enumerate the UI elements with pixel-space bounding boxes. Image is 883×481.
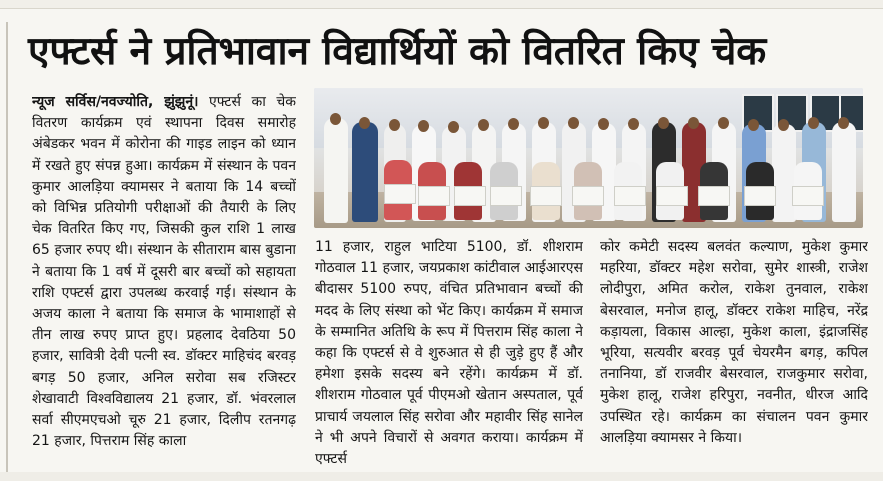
photo-head (688, 117, 699, 129)
photo-head (568, 117, 579, 129)
photo-cheque (698, 186, 730, 206)
photo-head (628, 118, 639, 130)
group-photo (314, 88, 863, 228)
photo-cheque (418, 186, 450, 206)
photo-head (598, 118, 609, 130)
photo-head (508, 118, 519, 130)
photo-head (389, 119, 400, 131)
photo-head (838, 117, 849, 129)
article-column-3 (600, 237, 868, 467)
photo-person (352, 122, 378, 222)
photo-head (658, 117, 669, 129)
photo-cheque (384, 184, 416, 204)
photo-cheque (454, 186, 486, 206)
photo-head (538, 117, 549, 129)
photo-head (778, 119, 789, 131)
photo-person (772, 124, 796, 222)
photo-cheque (792, 186, 824, 206)
photo-head (330, 113, 341, 125)
photo-cheque (572, 186, 604, 206)
article-column-2 (315, 237, 583, 467)
photo-head (418, 120, 429, 132)
cropped-previous-article-strip (0, 0, 883, 9)
article-text-column-3: कोर कमेटी सदस्य बलवंत कल्याण, मुकेश कुमार महरिया, डॉक्टर महेश सरोवा, सुमेर शास्त्री, राजेश लोदीपुरा, अमित करोल, राकेश तुनवाल, राकेश बेसरवाल, मनोज हालू, डॉक्टर राकेश माहिच, नरेंद्र कड़ायला, विकास आल्हा, मुकेश काला, इंद्राजसिंह भूरिया, सत्यवीर बरवड़ पूर्व चेयरमैन बगड़, कपिल तनानिया, डॉ राजवीर बेसरवाल, राजकुमार सरोवा, मुकेश हालू, राजेश हरिपुरा, नवनीत, धीरज आदि उपस्थित रहे। कार्यक्रम का संचालन पवन कुमार आलड़िया क्यामसर ने किया। (600, 239, 868, 446)
photo-cheque (656, 186, 688, 206)
column-rule (6, 22, 8, 472)
photo-cheque (530, 186, 562, 206)
photo-head (808, 117, 819, 129)
byline: न्यूज सर्विस/नवज्योति, झुंझुनूं। (32, 94, 199, 110)
photo-cheque (614, 186, 646, 206)
photo-cheque (490, 186, 522, 206)
photo-head (718, 117, 729, 129)
photo-head (478, 119, 489, 131)
photo-person (832, 122, 856, 222)
photo-head (359, 117, 370, 129)
photo-head (448, 121, 459, 133)
cropped-next-article-strip (0, 472, 883, 481)
photo-head (748, 119, 759, 131)
photo-person (324, 118, 348, 223)
article-column-1 (32, 92, 296, 467)
photo-cheque (744, 186, 776, 206)
article-text-column-2: 11 हजार, राहुल भाटिया 5100, डॉ. शीशराम गोठवाल 11 हजार, जयप्रकाश कांटीवाल आईआरएस बीदासर 5100 रुपए, वंचित प्रतिभावान बच्चों की मदद के लिए संस्था को भेंट किए। कार्यक्रम में समाज के सम्मानित अतिथि के रूप में पित्तराम सिंह काला ने कहा कि एफ्टर्स से वे शुरुआत से ही जुड़े हुए हैं और हमेशा इसके सदस्य बने रहेंगे। कार्यक्रम में डॉ. शीशराम गोठवाल पूर्व पीएमओ खेतान अस्पताल, पूर्व प्राचार्य जयलाल सिंह सरोवा और महावीर सिंह सानेल ने भी अपने विचारों से अवगत कराया। कार्यक्रम में एफ्टर्स (315, 239, 583, 467)
article-text-column-1: एफ्टर्स का चेक वितरण कार्यक्रम एवं स्थापना दिवस समारोह अंबेडकर भवन में कोरोना की गाइड लाइन को ध्यान में रखते हुए संपन्न हुआ। कार्यक्रम में संस्थान के पवन कुमार आलड़िया क्यामसर ने बताया कि 14 बच्चों को विभिन्न प्रतियोगी परीक्षाओं की तैयारी के लिए चेक वितरित किए गए, जिसकी कुल राशि 1 लाख 65 हजार रुपए थी। संस्थान के सीताराम बास बुडाना ने बताया कि 1 वर्ष में दूसरी बार बच्चों को सहायता राशि एफ्टर्स द्वारा उपलब्ध करवाई गई। संस्थान के अजय काला ने बताया कि समाज के भामाशाहों से तीन लाख रुपए प्राप्त हुए। प्रहलाद देवठिया 50 हजार, सावित्री देवी पत्नी स्व. डॉक्टर माहिचंद बरवड़ बगड़ 50 हजार, अनिल सरोवा सब रजिस्टर शेखावाटी विश्वविद्यालय 21 हजार, डॉ. भंवरलाल सर्वा सीएमएचओ चूरु 21 हजार, दिलीप रतनगढ़ 21 हजार, पित्तराम सिंह काला (32, 94, 296, 450)
headline: एफ्टर्स ने प्रतिभावान विद्यार्थियों को वितरित किए चेक (28, 28, 767, 74)
